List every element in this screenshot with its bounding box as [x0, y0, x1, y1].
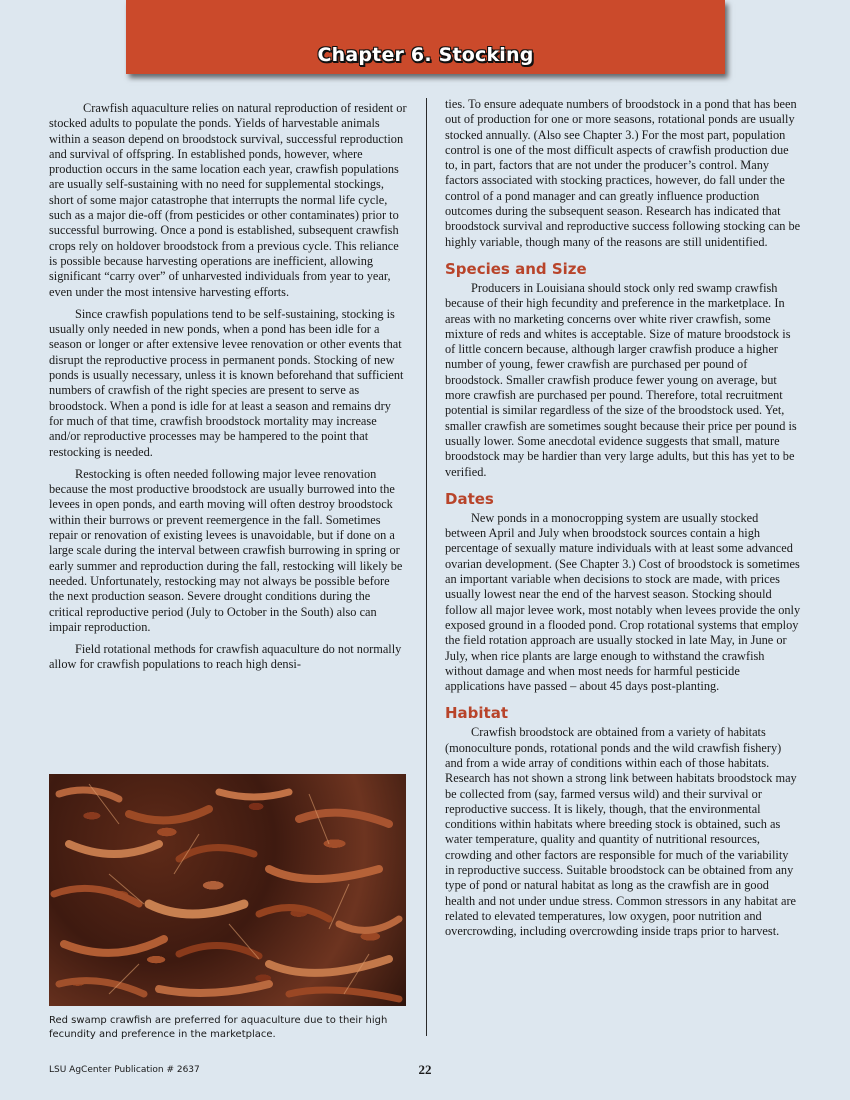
body-paragraph: Producers in Louisiana should stock only red swamp crawfish because of their high fecundity and preference in the marketplace. In areas with no marketing concerns over white river crawfish, some mixture of reds and whites is acceptable. Size of mature broodstock is of little concern because, although larger crawfish produce a higher number of young, fewer crawfish are purchased per pound of broodstock. Smaller crawfish produce fewer young on average, but more crawfish are purchased per pound. Therefore, total recruitment potential is similar regardless of the size of the broodstock used. Yet, smaller crawfish are sometimes sought because their price per pound is usually lower. Some anecdotal evidence suggests that small, mature broodstock may be hardier than very large adults, but this has yet to be verified. — [445, 280, 797, 479]
body-paragraph: ties. To ensure adequate numbers of broodstock in a pond that has been out of production for one or more seasons, rotational ponds are usually stocked annually. (Also see Chapter 3.) For the most part, population control is one of the most difficult aspects of crawfish production due to, in part, factors that are not under the producer’s control. Many factors associated with stocking practices, however, do fall under the control of a pond manager and can greatly influence production outcomes during the subsequent season. Research has indicated that broodstock survival and reproductive success following stocking can be highly variable, though many of the reasons are still unidentified. — [445, 97, 801, 249]
section-heading-habitat: Habitat — [445, 704, 509, 723]
section-heading-dates: Dates — [445, 489, 494, 508]
chapter-title: Chapter 6. Stocking — [317, 44, 534, 66]
section-heading-species-and-size: Species and Size — [445, 259, 587, 278]
body-paragraph: Restocking is often needed following major levee renovation because the most productive broodstock are usually burrowed into the levees in open ponds, and earth moving will often destroy broodstock within their burrows or prevent reemergence in the fall. Sometimes repair or renovation of existing levees is unavoidable, but if done on a large scale during the interval between crawfish burrowing in spring or early summer and reproduction during the fall, restocking will likely be needed. Unfortunately, restocking may not always be possible before the next production season. Severe drought conditions during the critical reproductive period (July to October in the South) also can impair reproduction. — [49, 466, 403, 634]
page-number: 22 — [418, 1062, 432, 1077]
body-paragraph: Crawfish aquaculture relies on natural reproduction of resident or stocked adults to populate the ponds. Yields of harvestable animals within a season depend on broodstock survival, successful reproduction and survival of offspring. In established ponds, however, where production occurs in the same location each year, crawfish populations are usually self-sustaining with no need for supplemental stockings, short of some major catastrophe that interrupts the normal life cycle, such as a major die-off (from pesticides or other contaminates) prior to successful burrowing. Once a pond is established, subsequent crawfish crops rely on holdover broodstock from a previous cycle. This reliance is possible because harvesting operations are inefficient, allowing significant “carry over” of unharvested individuals from year to year, even under the most intensive harvesting efforts. — [49, 101, 407, 299]
body-paragraph: Since crawfish populations tend to be self-sustaining, stocking is usually only needed in new ponds, when a pond has been idle for a season or longer or after extensive levee renovation or other events that disrupt the reproductive process in permanent ponds. Stocking of new ponds is usually necessary, unless it is known beforehand that sufficient numbers of crawfish of the right species are present to serve as broodstock. When a pond is idle for at least a season and remains dry for much of that time, crawfish broodstock mortality may increase and/or reproductive processes may be hampered to the point that restocking is needed. — [49, 306, 404, 459]
body-paragraph: Field rotational methods for crawfish aquaculture do not normally allow for crawfish populations to reach high densi- — [49, 642, 402, 672]
crawfish-photo — [49, 774, 406, 1006]
chapter-banner — [126, 0, 725, 74]
publication-footer: LSU AgCenter Publication # 2637 — [49, 1065, 200, 1075]
left-column — [49, 101, 407, 680]
crawfish-photo-texture — [49, 774, 406, 1006]
figure-caption: Red swamp crawfish are preferred for aquaculture due to their high fecundity and preference in the marketplace. — [49, 1015, 388, 1040]
right-column — [445, 97, 801, 947]
column-divider — [426, 98, 427, 1036]
body-paragraph: Crawfish broodstock are obtained from a variety of habitats (monoculture ponds, rotational ponds and the wild crawfish fishery) and from a wide array of conditions within each of those habitats. Research has not shown a strong link between habitats broodstock may be collected from (say, farmed versus wild) and their survival or reproductive success. It is likely, though, that the environmental conditions within habitats where breeding stock is obtained, such as water temperature, quality and quantity of nutritional resources, crowding and other factors are responsible for much of the variability in reproductive success. Suitable broodstock can be obtained from any type of pond or natural habitat as long as the crawfish are in good health and not under undue stress. Common stressors in any habitat are related to elevated temperatures, low oxygen, poor nutrition and overcrowding, including overcrowding inside traps prior to harvest. — [445, 725, 797, 939]
body-paragraph: New ponds in a monocropping system are usually stocked between April and July when broodstock sources contain a high percentage of sexually mature individuals with at least some advanced ovarian development. (See Chapter 3.) Cost of broodstock is sometimes an important variable when decisions to stock are made, with prices usually lowest near the end of the harvest season. Stocking should follow all major levee work, most notably when levees provide the only exposed ground in a flooded pond. Crop rotational systems that employ the field rotation approach are usually stocked in late May, in June or July, when rice plants are large enough to withstand the crawfish without damage and when most needs for harmful pesticide applications have passed – about 45 days post-planting. — [445, 510, 801, 694]
